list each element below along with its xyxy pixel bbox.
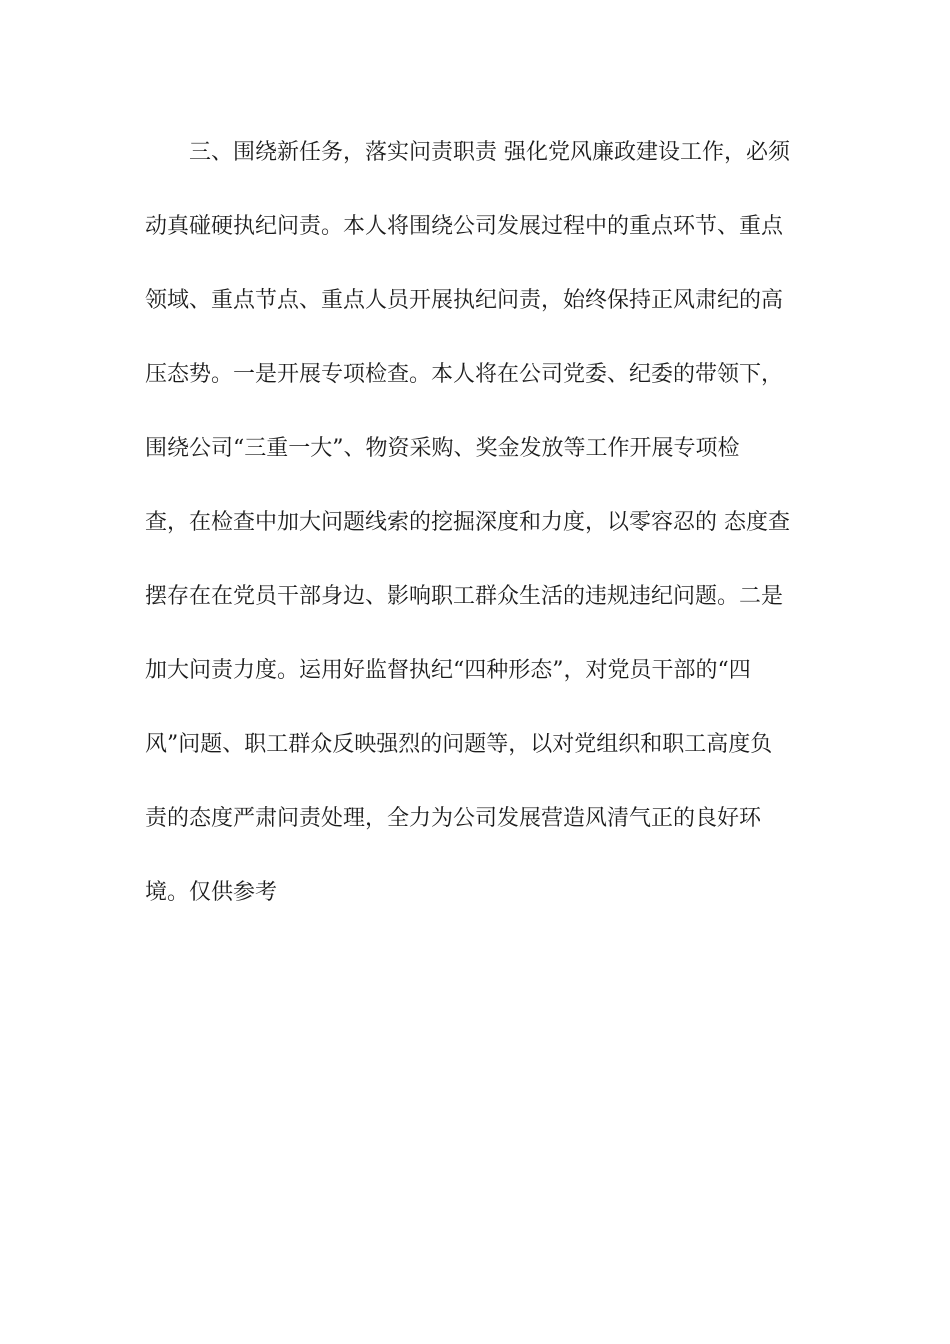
paragraph-line-5: 围绕公司“三重一大”、物资采购、奖金发放等工作开展专项检 xyxy=(145,436,740,461)
body-paragraph xyxy=(145,132,815,946)
paragraph-line-9: 风”问题、职工群众反映强烈的问题等，以对党组织和职工高度负 xyxy=(145,732,773,757)
paragraph-line-8: 加大问责力度。运用好监督执纪“四种形态”，对党员干部的“四 xyxy=(145,658,751,683)
paragraph-line-4: 压态势。一是开展专项检查。本人将在公司党委、纪委的带领下， xyxy=(145,362,784,387)
paragraph-line-1: 三、围绕新任务，落实问责职责 强化党风廉政建设工作，必须 xyxy=(189,140,790,165)
paragraph-line-10: 责的态度严肃问责处理，全力为公司发展营造风清气正的良好环 xyxy=(145,806,762,831)
paragraph-line-7: 摆存在在党员干部身边、影响职工群众生活的违规违纪问题。二是 xyxy=(145,584,784,609)
paragraph-line-3: 领域、重点节点、重点人员开展执纪问责，始终保持正风肃纪的高 xyxy=(145,288,784,313)
paragraph-line-2: 动真碰硬执纪问责。本人将围绕公司发展过程中的重点环节、重点 xyxy=(145,214,784,239)
paragraph-line-6: 查，在检查中加大问题线索的挖掘深度和力度，以零容忍的 态度查 xyxy=(145,510,790,535)
paragraph-line-11: 境。仅供参考 xyxy=(145,880,278,905)
